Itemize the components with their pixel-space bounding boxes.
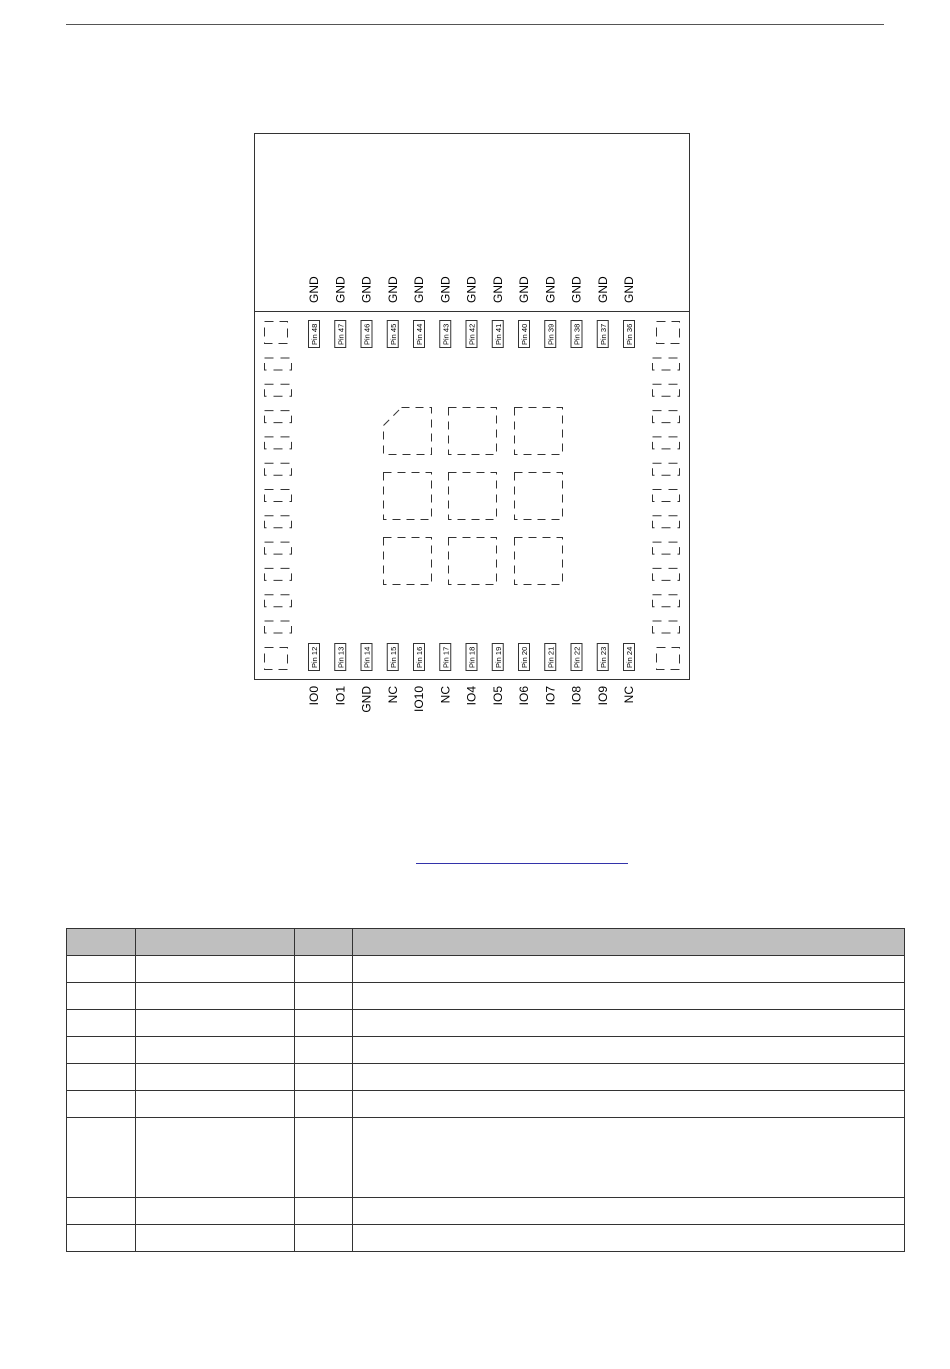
bottom-pin-number: Pin 14 — [362, 646, 372, 668]
left-side-pad-outline — [265, 384, 292, 396]
right-side-pad-outline — [653, 463, 680, 475]
table-cell — [353, 1064, 905, 1091]
table-cell — [136, 1010, 295, 1037]
top-pin-number: Pin 40 — [520, 323, 529, 345]
corner-pad — [265, 648, 288, 670]
right-side-pad — [653, 516, 680, 528]
bottom-pin-label: IO6 — [517, 686, 531, 706]
table-cell — [353, 1198, 905, 1225]
bottom-pin-number: Pin 24 — [625, 646, 634, 668]
top-pin-label: GND — [333, 276, 348, 303]
table-cell — [67, 1064, 136, 1091]
table-cell — [353, 1091, 905, 1118]
top-pin-number: Pin 42 — [467, 323, 477, 345]
table-header-cell — [136, 929, 295, 956]
table-cell — [136, 956, 295, 983]
corner-pad — [265, 322, 288, 344]
left-side-pad-outline — [265, 595, 292, 607]
right-side-pad-outline — [653, 411, 680, 423]
table-row — [67, 1010, 905, 1037]
bottom-pin-label: IO1 — [333, 686, 348, 706]
table-cell — [67, 956, 136, 983]
table-cell — [353, 1010, 905, 1037]
bottom-pin-number: Pin 18 — [467, 646, 477, 668]
bottom-pin-label: IO10 — [412, 686, 426, 713]
center-pad — [449, 408, 497, 455]
bottom-pin-label: IO5 — [490, 686, 505, 706]
left-side-pad — [265, 463, 292, 475]
top-pin-label: GND — [595, 276, 610, 303]
table-cell — [67, 1037, 136, 1064]
left-side-pad — [265, 568, 292, 580]
left-side-pad — [265, 490, 292, 502]
bottom-pin-number: Pin 21 — [546, 646, 556, 668]
table-cell — [353, 1225, 905, 1252]
corner-pad — [657, 648, 680, 670]
table-cell — [295, 1010, 353, 1037]
left-side-pad — [265, 437, 292, 449]
top-pin-label: GND — [385, 276, 400, 303]
table-cell — [295, 1198, 353, 1225]
bottom-pin-label: NC — [385, 686, 400, 704]
table-header-cell — [295, 929, 353, 956]
left-side-pad — [265, 595, 292, 607]
bottom-pin-label: IO9 — [595, 686, 610, 706]
bottom-pin-number: Pin 22 — [572, 646, 582, 668]
table-header-row — [67, 929, 905, 956]
center-pad — [449, 473, 497, 520]
right-side-pad — [653, 621, 680, 633]
right-side-pad — [653, 437, 680, 449]
right-side-pad — [653, 411, 680, 423]
left-side-pad — [265, 621, 292, 633]
center-pad — [384, 538, 432, 585]
top-pin-label: GND — [412, 276, 426, 303]
center-pad-pin1 — [384, 408, 432, 455]
bottom-pin-number: Pin 17 — [441, 646, 451, 668]
center-pad — [449, 538, 497, 585]
top-pin-label: GND — [543, 276, 558, 303]
table-row — [67, 956, 905, 983]
top-pin-label: GND — [307, 276, 321, 303]
right-side-pad — [653, 490, 680, 502]
center-pad — [515, 408, 563, 455]
top-pin-number: Pin 41 — [493, 323, 503, 345]
table-cell — [136, 1091, 295, 1118]
table-cell — [136, 1225, 295, 1252]
table-cell — [67, 1118, 136, 1198]
left-side-pad — [265, 384, 292, 396]
left-side-pad-outline — [265, 621, 292, 633]
top-pin-number: Pin 47 — [336, 323, 346, 345]
right-side-pad-outline — [653, 516, 680, 528]
bottom-pin-number: Pin 15 — [388, 646, 398, 668]
top-pin-number: Pin 38 — [572, 323, 582, 345]
table-cell — [295, 1037, 353, 1064]
table-cell — [353, 1037, 905, 1064]
table-cell — [295, 983, 353, 1010]
hyperlink-underline[interactable] — [416, 863, 628, 864]
right-side-pad-outline — [653, 358, 680, 370]
left-side-pad-outline — [265, 463, 292, 475]
bottom-pin-label: IO0 — [307, 686, 321, 706]
right-side-pad — [653, 463, 680, 475]
table-row — [67, 983, 905, 1010]
table-cell — [67, 983, 136, 1010]
top-pin-label: GND — [569, 276, 584, 303]
table-cell — [353, 983, 905, 1010]
table-header-cell — [67, 929, 136, 956]
top-pin-number: Pin 48 — [310, 323, 319, 345]
table-cell — [353, 956, 905, 983]
right-side-pad-outline — [653, 542, 680, 554]
top-pin-number: Pin 46 — [362, 323, 372, 345]
right-side-pad — [653, 358, 680, 370]
table-cell — [295, 1225, 353, 1252]
bottom-pin-label: IO8 — [569, 686, 584, 706]
left-side-pad — [265, 358, 292, 370]
table-cell — [136, 1118, 295, 1198]
table-cell — [295, 1091, 353, 1118]
table-cell — [295, 1118, 353, 1198]
top-pin-number: Pin 36 — [625, 323, 634, 345]
right-side-pad-outline — [653, 384, 680, 396]
table-cell — [67, 1010, 136, 1037]
table-cell — [136, 1198, 295, 1225]
table-row — [67, 1037, 905, 1064]
table-cell — [67, 1198, 136, 1225]
bottom-pin-number: Pin 16 — [415, 646, 424, 668]
table-row — [67, 1091, 905, 1118]
top-pin-number: Pin 37 — [598, 323, 608, 345]
bottom-pin-label: IO7 — [543, 686, 558, 706]
table-cell — [67, 1091, 136, 1118]
table-row — [67, 1118, 905, 1198]
left-side-pad-outline — [265, 358, 292, 370]
left-side-pad-outline — [265, 490, 292, 502]
top-pin-number: Pin 39 — [546, 323, 556, 345]
left-side-pad — [265, 411, 292, 423]
table-cell — [67, 1225, 136, 1252]
table-cell — [353, 1118, 905, 1198]
center-pad — [515, 538, 563, 585]
right-side-pad — [653, 384, 680, 396]
bottom-pin-label: GND — [359, 686, 374, 713]
left-side-pad-outline — [265, 568, 292, 580]
bottom-pin-number: Pin 23 — [598, 646, 608, 668]
corner-pad — [657, 322, 680, 344]
right-side-pad — [653, 542, 680, 554]
table-row — [67, 1225, 905, 1252]
left-side-pad — [265, 542, 292, 554]
center-pad — [384, 473, 432, 520]
right-side-pad-outline — [653, 595, 680, 607]
bottom-pin-label: IO4 — [464, 686, 479, 706]
left-side-pad-outline — [265, 411, 292, 423]
top-pin-number: Pin 43 — [441, 323, 451, 345]
table-cell — [136, 983, 295, 1010]
table-cell — [136, 1037, 295, 1064]
center-pad — [515, 473, 563, 520]
left-side-pad-outline — [265, 437, 292, 449]
bottom-pin-number: Pin 20 — [520, 646, 529, 668]
bottom-pin-number: Pin 12 — [310, 646, 319, 668]
top-pin-label: GND — [490, 276, 505, 303]
table-cell — [136, 1064, 295, 1091]
table-row — [67, 1064, 905, 1091]
top-pin-label: GND — [438, 276, 453, 303]
right-side-pad-outline — [653, 490, 680, 502]
bottom-pin-number: Pin 13 — [336, 646, 346, 668]
top-pin-label: GND — [359, 276, 374, 303]
table-header-cell — [353, 929, 905, 956]
top-pin-number: Pin 45 — [388, 323, 398, 345]
right-side-pad-outline — [653, 437, 680, 449]
module-outline — [255, 134, 690, 680]
right-side-pad-outline — [653, 568, 680, 580]
right-side-pad — [653, 595, 680, 607]
table-cell — [295, 1064, 353, 1091]
bottom-pin-label: NC — [438, 686, 453, 704]
left-side-pad-outline — [265, 516, 292, 528]
left-side-pad — [265, 516, 292, 528]
bottom-pin-label: NC — [622, 686, 636, 704]
table-cell — [295, 956, 353, 983]
top-pin-label: GND — [464, 276, 479, 303]
right-side-pad-outline — [653, 621, 680, 633]
top-pin-number: Pin 44 — [415, 323, 424, 345]
top-pin-label: GND — [622, 276, 636, 303]
table-row — [67, 1198, 905, 1225]
top-pin-label: GND — [517, 276, 531, 303]
right-side-pad — [653, 568, 680, 580]
bottom-pin-number: Pin 19 — [493, 646, 503, 668]
left-side-pad-outline — [265, 542, 292, 554]
pin-definition-table — [66, 928, 905, 1252]
